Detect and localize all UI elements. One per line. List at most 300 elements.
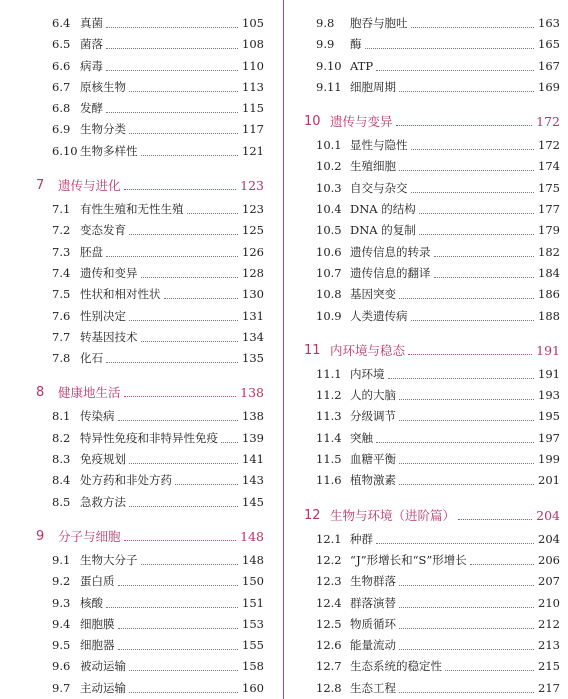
section-title: 被动运输 <box>80 659 126 674</box>
section-title: 生物多样性 <box>80 143 138 158</box>
chapter-title: 生物与环境（进阶篇） <box>330 507 456 523</box>
section-title: 胚盘 <box>80 244 103 259</box>
section-title: 性状和相对性状 <box>80 287 161 302</box>
section-number: 9.11 <box>316 79 342 94</box>
section-number: 9.7 <box>52 680 71 695</box>
section-page-number: 110 <box>242 58 264 73</box>
chapter-page-number: 123 <box>240 178 264 194</box>
dot-leader <box>458 519 532 520</box>
dot-leader <box>187 213 238 214</box>
section-number: 10.9 <box>316 308 342 323</box>
dot-leader <box>175 484 238 485</box>
section-number: 9.9 <box>316 37 335 52</box>
dot-leader <box>141 277 238 278</box>
section-number: 11.4 <box>316 430 342 445</box>
toc-entry[interactable] <box>0 470 264 491</box>
section-title: “J”形增长和“S”形增长 <box>350 552 467 567</box>
dot-leader <box>411 320 534 321</box>
section-number: 9.2 <box>52 574 71 589</box>
section-title: 血糖平衡 <box>350 452 396 467</box>
dot-leader <box>365 48 534 49</box>
section-page-number: 130 <box>242 287 264 302</box>
section-title: 核酸 <box>80 595 103 610</box>
dot-leader <box>376 70 534 71</box>
dot-leader <box>124 396 236 397</box>
toc-entry[interactable] <box>284 220 560 241</box>
toc-entry[interactable] <box>284 614 560 635</box>
toc-entry[interactable] <box>0 98 264 119</box>
dot-leader <box>399 298 534 299</box>
toc-entry[interactable] <box>284 656 560 677</box>
toc-entry[interactable] <box>284 178 560 199</box>
section-page-number: 141 <box>242 452 264 467</box>
section-page-number: 165 <box>538 37 560 52</box>
section-number: 10.7 <box>316 265 342 280</box>
dot-leader <box>399 692 534 693</box>
section-title: 遗传和变异 <box>80 265 138 280</box>
dot-leader <box>118 628 238 629</box>
dot-leader <box>129 670 238 671</box>
section-page-number: 195 <box>538 409 560 424</box>
section-title: 细胞周期 <box>350 79 396 94</box>
section-page-number: 193 <box>538 388 560 403</box>
section-title: 生态工程 <box>350 680 396 695</box>
section-title: 自交与杂交 <box>350 180 408 195</box>
section-number: 12.8 <box>316 680 342 695</box>
section-page-number: 175 <box>538 180 560 195</box>
toc-entry[interactable] <box>0 242 264 263</box>
section-page-number: 115 <box>242 101 264 116</box>
toc-entry[interactable] <box>0 492 264 513</box>
section-number: 7.4 <box>52 265 71 280</box>
section-number: 6.4 <box>52 16 71 30</box>
toc-entry[interactable] <box>284 13 560 34</box>
chapter-number: 8 <box>36 385 45 401</box>
dot-leader <box>124 189 236 190</box>
toc-entry[interactable] <box>284 406 560 427</box>
chapter-title: 分子与细胞 <box>58 528 121 544</box>
section-page-number: 167 <box>538 58 560 73</box>
section-page-number: 153 <box>242 616 264 631</box>
section-title: 生态系统的稳定性 <box>350 659 442 674</box>
chapter-spacer <box>284 327 560 338</box>
dot-leader <box>129 463 238 464</box>
section-number: 12.4 <box>316 595 342 610</box>
section-page-number: 150 <box>242 574 264 589</box>
section-number: 10.2 <box>316 159 342 174</box>
section-page-number: 206 <box>538 552 560 567</box>
dot-leader <box>124 540 236 541</box>
section-page-number: 135 <box>242 351 264 366</box>
dot-leader <box>399 170 534 171</box>
section-title: 种群 <box>350 531 373 546</box>
section-page-number: 210 <box>538 595 560 610</box>
section-page-number: 215 <box>538 659 560 674</box>
section-title: 真菌 <box>80 16 103 30</box>
dot-leader <box>118 649 238 650</box>
section-number: 10.4 <box>316 202 342 217</box>
section-page-number: 177 <box>538 202 560 217</box>
section-number: 7.5 <box>52 287 71 302</box>
toc-entry[interactable] <box>0 306 264 327</box>
section-title: 化石 <box>80 351 103 366</box>
toc-entry[interactable] <box>0 199 264 220</box>
section-number: 10.3 <box>316 180 342 195</box>
section-title: DNA 的复制 <box>350 223 416 238</box>
section-number: 6.10 <box>52 143 78 158</box>
section-page-number: 155 <box>242 638 264 653</box>
section-page-number: 212 <box>538 616 560 631</box>
toc-entry[interactable] <box>284 470 560 491</box>
toc-entry[interactable] <box>0 141 264 162</box>
dot-leader <box>141 341 238 342</box>
section-page-number: 207 <box>538 574 560 589</box>
dot-leader <box>399 484 534 485</box>
section-title: 能量流动 <box>350 638 396 653</box>
chapter-number: 10 <box>304 114 321 130</box>
section-number: 7.1 <box>52 202 71 217</box>
toc-chapter-heading[interactable] <box>0 524 264 550</box>
dot-leader <box>141 155 238 156</box>
section-number: 6.6 <box>52 58 71 73</box>
toc-entry[interactable] <box>0 593 264 614</box>
toc-entry[interactable] <box>0 550 264 571</box>
toc-entry[interactable] <box>0 678 264 699</box>
section-title: 免疫规划 <box>80 452 126 467</box>
section-number: 8.5 <box>52 494 71 509</box>
section-title: 基因突变 <box>350 287 396 302</box>
section-title: 发酵 <box>80 101 103 116</box>
section-page-number: 125 <box>242 223 264 238</box>
chapter-number: 9 <box>36 528 45 544</box>
chapter-page-number: 172 <box>536 114 560 130</box>
toc-chapter-heading[interactable] <box>284 338 560 364</box>
dot-leader <box>164 298 238 299</box>
toc-entry[interactable] <box>284 678 560 699</box>
section-number: 8.1 <box>52 409 71 424</box>
dot-leader <box>434 277 534 278</box>
chapter-title: 遗传与进化 <box>58 178 121 194</box>
section-number: 11.5 <box>316 452 342 467</box>
section-number: 6.8 <box>52 101 71 116</box>
section-title: ATP <box>350 58 374 73</box>
section-page-number: 201 <box>538 473 560 488</box>
section-number: 10.8 <box>316 287 342 302</box>
section-page-number: 134 <box>242 329 264 344</box>
section-page-number: 123 <box>242 202 264 217</box>
dot-leader <box>411 149 534 150</box>
section-title: 遗传信息的翻译 <box>350 265 431 280</box>
chapter-title: 健康地生活 <box>58 385 121 401</box>
toc-entry[interactable] <box>0 13 264 34</box>
toc-entry[interactable] <box>0 656 264 677</box>
toc-entry[interactable] <box>0 263 264 284</box>
toc-left-column <box>0 0 264 699</box>
dot-leader <box>399 649 534 650</box>
section-title: 病毒 <box>80 58 103 73</box>
chapter-title: 遗传与变异 <box>330 114 393 130</box>
section-number: 8.4 <box>52 473 71 488</box>
section-number: 6.5 <box>52 37 71 52</box>
toc-entry[interactable] <box>284 306 560 327</box>
section-number: 9.4 <box>52 616 71 631</box>
dot-leader <box>221 442 238 443</box>
toc-entry[interactable] <box>0 284 264 305</box>
toc-entry[interactable] <box>0 348 264 369</box>
section-page-number: 188 <box>538 308 560 323</box>
dot-leader <box>388 378 534 379</box>
toc-entry[interactable] <box>0 56 264 77</box>
section-page-number: 143 <box>242 473 264 488</box>
section-title: 特异性免疫和非特异性免疫 <box>80 430 218 445</box>
toc-entry[interactable] <box>0 34 264 55</box>
section-title: 遗传信息的转录 <box>350 244 431 259</box>
section-page-number: 113 <box>242 79 264 94</box>
toc-entry[interactable] <box>284 263 560 284</box>
dot-leader <box>376 442 534 443</box>
section-title: 变态发育 <box>80 223 126 238</box>
dot-leader <box>399 420 534 421</box>
dot-leader <box>129 692 238 693</box>
section-number: 7.8 <box>52 351 71 366</box>
section-page-number: 204 <box>538 531 560 546</box>
toc-entry[interactable] <box>284 428 560 449</box>
section-title: 酶 <box>350 37 362 52</box>
dot-leader <box>106 362 238 363</box>
toc-entry[interactable] <box>284 242 560 263</box>
chapter-page-number: 204 <box>536 507 560 523</box>
toc-entry[interactable] <box>284 635 560 656</box>
section-page-number: 160 <box>242 680 264 695</box>
section-number: 8.3 <box>52 452 71 467</box>
dot-leader <box>106 112 238 113</box>
dot-leader <box>141 564 238 565</box>
chapter-spacer <box>284 98 560 109</box>
toc-entry[interactable] <box>284 529 560 550</box>
toc-entry[interactable] <box>284 199 560 220</box>
toc-entry[interactable] <box>0 406 264 427</box>
section-number: 12.1 <box>316 531 342 546</box>
toc-chapter-heading[interactable] <box>0 380 264 406</box>
chapter-page-number: 148 <box>240 528 264 544</box>
toc-chapter-heading[interactable] <box>0 173 264 199</box>
section-page-number: 131 <box>242 308 264 323</box>
section-title: 主动运输 <box>80 680 126 695</box>
dot-leader <box>129 133 238 134</box>
section-number: 9.1 <box>52 552 71 567</box>
dot-leader <box>434 256 534 257</box>
section-title: 生物大分子 <box>80 552 138 567</box>
section-page-number: 158 <box>242 659 264 674</box>
dot-leader <box>106 607 238 608</box>
section-number: 12.6 <box>316 638 342 653</box>
dot-leader <box>396 125 532 126</box>
section-title: 人的大脑 <box>350 388 396 403</box>
dot-leader <box>106 70 238 71</box>
dot-leader <box>118 420 238 421</box>
section-page-number: 126 <box>242 244 264 259</box>
toc-entry[interactable] <box>284 34 560 55</box>
section-page-number: 121 <box>242 143 264 158</box>
toc-entry[interactable] <box>0 119 264 140</box>
dot-leader <box>399 91 534 92</box>
section-title: 菌落 <box>80 37 103 52</box>
section-title: 内环境 <box>350 366 385 381</box>
section-title: 群落演替 <box>350 595 396 610</box>
chapter-title: 内环境与稳态 <box>330 342 406 358</box>
dot-leader <box>106 27 238 28</box>
toc-entry[interactable] <box>284 56 560 77</box>
chapter-spacer <box>284 492 560 503</box>
dot-leader <box>419 213 534 214</box>
dot-leader <box>399 607 534 608</box>
section-number: 12.5 <box>316 616 342 631</box>
chapter-number: 7 <box>36 178 45 194</box>
chapter-spacer <box>0 513 264 524</box>
dot-leader <box>445 670 534 671</box>
dot-leader <box>129 320 238 321</box>
section-title: DNA 的结构 <box>350 202 416 217</box>
section-page-number: 105 <box>242 16 264 30</box>
dot-leader <box>399 463 534 464</box>
section-page-number: 191 <box>538 366 560 381</box>
section-title: 分级调节 <box>350 409 396 424</box>
section-page-number: 128 <box>242 265 264 280</box>
dot-leader <box>129 91 238 92</box>
toc-entry[interactable] <box>0 571 264 592</box>
section-number: 11.2 <box>316 388 342 403</box>
toc-entry[interactable] <box>284 364 560 385</box>
dot-leader <box>399 628 534 629</box>
section-number: 7.3 <box>52 244 71 259</box>
toc-entry[interactable] <box>0 77 264 98</box>
section-title: 胞吞与胞吐 <box>350 16 408 30</box>
section-title: 传染病 <box>80 409 115 424</box>
section-page-number: 117 <box>242 122 264 137</box>
toc-entry[interactable] <box>284 156 560 177</box>
section-page-number: 184 <box>538 265 560 280</box>
toc-chapter-heading[interactable] <box>284 503 560 529</box>
dot-leader <box>376 543 534 544</box>
dot-leader <box>419 234 534 235</box>
section-page-number: 174 <box>538 159 560 174</box>
dot-leader <box>408 354 532 355</box>
section-page-number: 213 <box>538 638 560 653</box>
section-page-number: 182 <box>538 244 560 259</box>
section-title: 突触 <box>350 430 373 445</box>
section-title: 生物分类 <box>80 122 126 137</box>
section-page-number: 163 <box>538 16 560 30</box>
section-number: 9.6 <box>52 659 71 674</box>
toc-entry[interactable] <box>0 428 264 449</box>
section-title: 原核生物 <box>80 79 126 94</box>
toc-entry[interactable] <box>0 449 264 470</box>
section-number: 10.1 <box>316 138 342 153</box>
chapter-spacer <box>0 369 264 380</box>
section-number: 9.5 <box>52 638 71 653</box>
section-page-number: 138 <box>242 409 264 424</box>
section-page-number: 169 <box>538 79 560 94</box>
toc-entry[interactable] <box>284 135 560 156</box>
dot-leader <box>129 234 238 235</box>
dot-leader <box>106 256 238 257</box>
section-title: 性别决定 <box>80 308 126 323</box>
section-title: 细胞膜 <box>80 616 115 631</box>
section-number: 10.6 <box>316 244 342 259</box>
section-page-number: 217 <box>538 680 560 695</box>
section-number: 12.7 <box>316 659 342 674</box>
toc-entry[interactable] <box>284 385 560 406</box>
section-page-number: 197 <box>538 430 560 445</box>
toc-entry[interactable] <box>284 571 560 592</box>
section-page-number: 145 <box>242 494 264 509</box>
section-number: 9.8 <box>316 16 335 30</box>
section-number: 7.7 <box>52 329 71 344</box>
toc-entry[interactable] <box>0 635 264 656</box>
dot-leader <box>399 399 534 400</box>
dot-leader <box>106 48 238 49</box>
section-title: 有性生殖和无性生殖 <box>80 202 184 217</box>
section-number: 11.3 <box>316 409 342 424</box>
section-page-number: 139 <box>242 430 264 445</box>
section-number: 12.3 <box>316 574 342 589</box>
dot-leader <box>411 27 534 28</box>
section-number: 12.2 <box>316 552 342 567</box>
section-number: 8.2 <box>52 430 71 445</box>
section-title: 显性与隐性 <box>350 138 408 153</box>
section-title: 人类遗传病 <box>350 308 408 323</box>
section-page-number: 199 <box>538 452 560 467</box>
dot-leader <box>470 564 534 565</box>
toc-entry[interactable] <box>284 593 560 614</box>
toc-entry[interactable] <box>0 614 264 635</box>
section-title: 蛋白质 <box>80 574 115 589</box>
section-page-number: 186 <box>538 287 560 302</box>
dot-leader <box>411 192 534 193</box>
toc-chapter-heading[interactable] <box>284 109 560 135</box>
chapter-page-number: 191 <box>536 342 560 358</box>
toc-entry[interactable] <box>284 550 560 571</box>
toc-entry[interactable] <box>284 449 560 470</box>
section-number: 10.5 <box>316 223 342 238</box>
chapter-number: 12 <box>304 507 321 523</box>
section-title: 生物群落 <box>350 574 396 589</box>
toc-entry[interactable] <box>284 284 560 305</box>
section-page-number: 151 <box>242 595 264 610</box>
section-number: 6.9 <box>52 122 71 137</box>
toc-right-column <box>284 0 560 699</box>
dot-leader <box>129 506 238 507</box>
section-title: 细胞器 <box>80 638 115 653</box>
section-title: 处方药和非处方药 <box>80 473 172 488</box>
chapter-page-number: 138 <box>240 385 264 401</box>
section-title: 植物激素 <box>350 473 396 488</box>
section-page-number: 172 <box>538 138 560 153</box>
section-title: 转基因技术 <box>80 329 138 344</box>
section-number: 7.6 <box>52 308 71 323</box>
section-title: 物质循环 <box>350 616 396 631</box>
section-number: 11.1 <box>316 366 342 381</box>
section-number: 9.10 <box>316 58 342 73</box>
toc-entry[interactable] <box>0 220 264 241</box>
toc-entry[interactable] <box>284 77 560 98</box>
section-page-number: 108 <box>242 37 264 52</box>
dot-leader <box>399 585 534 586</box>
section-page-number: 179 <box>538 223 560 238</box>
toc-entry[interactable] <box>0 327 264 348</box>
section-number: 9.3 <box>52 595 71 610</box>
section-number: 7.2 <box>52 223 71 238</box>
